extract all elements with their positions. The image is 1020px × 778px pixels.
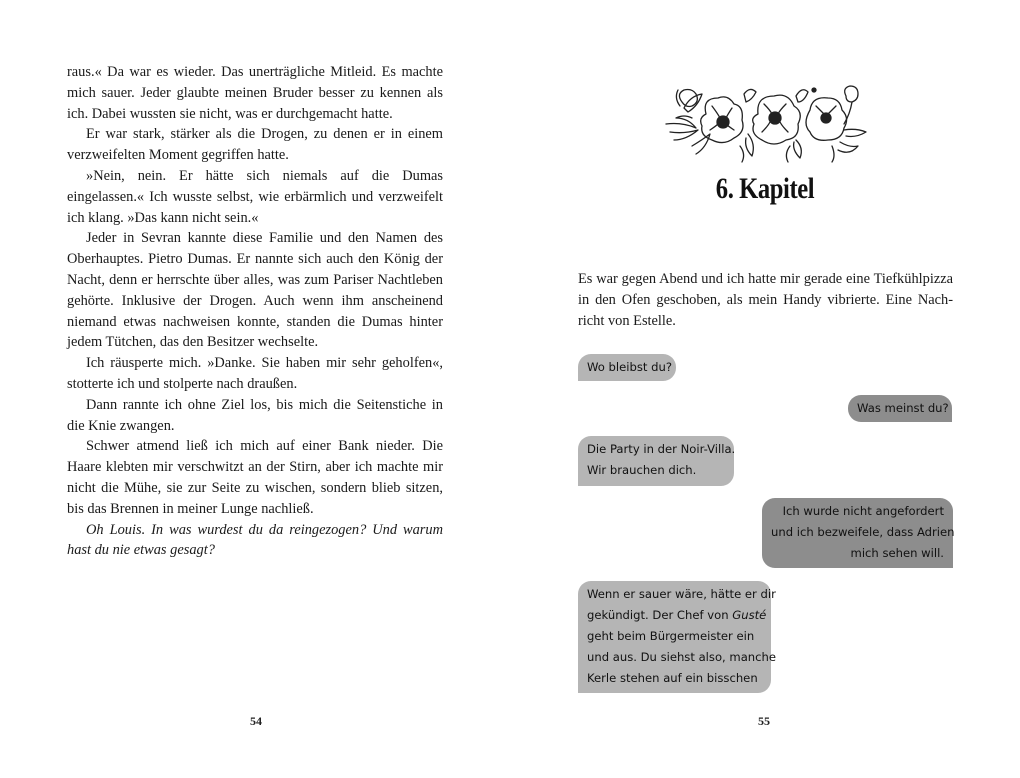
paragraph: raus.« Da war es wieder. Das unerträgliche Mitleid. Es machte mich sauer. Jeder glaubte meinen Bruder besser zu kennen als ich. Dabei wussten sie nicht, was er durchgemacht hatte. (67, 64, 443, 122)
chat-line: Wenn er sauer wäre, hätte er dir (587, 587, 776, 601)
right-page (510, 0, 1020, 778)
chapter-intro-text: Es war gegen Abend und ich hatte mir gerade eine Tiefkühlpizza in den Ofen geschoben, als mein Handy vibrierte. Eine Nachricht von Estelle. (578, 271, 953, 329)
chat-line-text: gekündigt. Der Chef von (587, 608, 733, 622)
chat-line: Die Party in der Noir-Villa. (587, 442, 736, 456)
paragraph: Dann rannte ich ohne Ziel los, bis mich die Seitenstiche in die Knie zwangen. (67, 396, 443, 434)
chat-line: mich sehen will. (850, 546, 944, 560)
chat-bubble-received (578, 436, 734, 486)
restaurant-name-italic: Gusté (732, 608, 767, 622)
page-number: 55 (758, 714, 770, 728)
body-text (67, 62, 443, 561)
paragraph: Jeder in Sevran kannte diese Familie und den Namen des Oberhauptes. Pietro Dumas. Er nannte sich auch den König der Nacht, denn er herrschte über alles, was zum Pariser Nachtleben gehörte. Inklusive der Drogen. Auch wenn ihm anscheinend niemand etwas nachweisen konnte, standen die Dumas hinter jedem Tütchen, das den Besitzer wechselte. (67, 230, 443, 351)
paragraph: Ich räusperte mich. »Danke. Sie haben mir sehr geholfen«, stotterte ich und stolperte nach draußen. (67, 355, 443, 392)
chat-line: Was meinst du? (857, 401, 949, 415)
chat-line: Wir brauchen dich. (587, 463, 697, 477)
chat-line: geht beim Bürgermeister ein (587, 629, 755, 643)
chapter-title: 6. Kapitel (715, 172, 815, 205)
paragraph: Er war stark, stärker als die Drogen, zu denen er in einem verzweifelten Moment gegriffen hatte. (67, 126, 443, 164)
chat-line: und ich bezweifele, dass Adrien (771, 525, 955, 539)
chat-bubble-sent (762, 498, 953, 568)
chat-bubble-received (578, 581, 777, 693)
chat-line: und aus. Du siehst also, manche (587, 650, 777, 664)
paragraph: »Nein, nein. Er hätte sich niemals auf die Dumas eingelassen.« Ich wusste selbst, wie erbärmlich und verzweifelt ich klang. »Das kann nicht sein.« (67, 167, 443, 226)
page-number: 54 (250, 714, 262, 728)
chat-line: Ich wurde nicht angefordert (782, 504, 944, 518)
poppy-flower-ornament-icon (662, 84, 868, 164)
paragraph: Schwer atmend ließ ich mich auf einer Bank nieder. Die Haare klebten mir verschwitzt an der Stirn, aber ich machte mir nicht die Mühe, sie zur Seite zu wischen, sondern blieb sitzen, bis das Brennen in meiner Lunge nachließ. (67, 438, 443, 517)
chat-line: Wo bleibst du? (587, 360, 672, 374)
chat-line: Kerle stehen auf ein bisschen (587, 671, 758, 685)
chat-bubble-sent (848, 395, 952, 422)
chat-line (587, 605, 767, 626)
chat-bubble-received (578, 354, 676, 381)
paragraph-italic-thought: Oh Louis. In was wurdest du da reingezogen? Und warum hast du nie etwas gesagt? (67, 521, 443, 559)
